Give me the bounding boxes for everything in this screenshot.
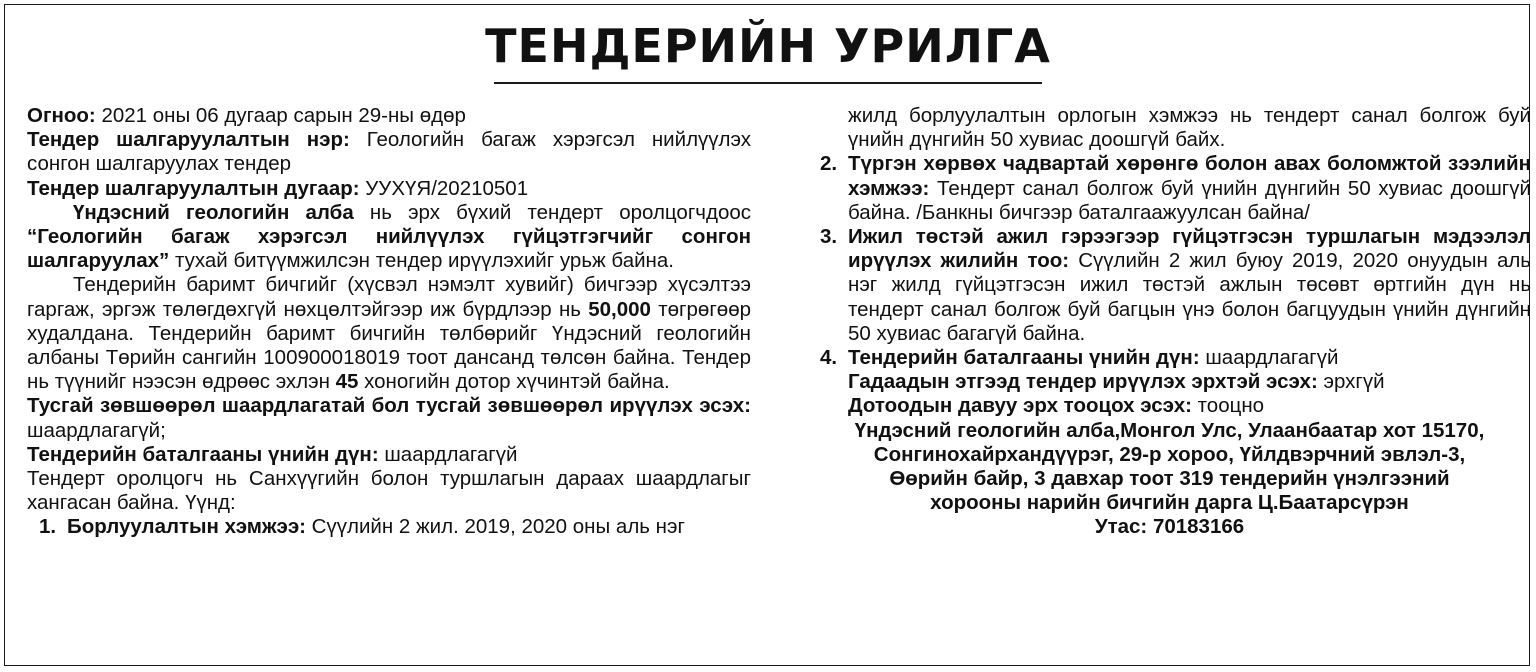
documents-text-1: Тендерийн баримт бичгийг (хүсвэл нэмэлт хувийг) бичгээр хүсэлтээ гаргаж, эргэж төлөгдөхгүй нөхцөлтэйгээр иж бүрдлээр нь [27, 273, 751, 321]
license-line [27, 394, 751, 442]
invitation-paragraph [27, 201, 751, 274]
item-3-value: Сүүлийн 2 жил буюу 2019, 2020 онуудын аль нэг жилд гүйцэтгэсэн ижил төстэй ажлын төсөвт өртгийн дүн нь тендерт санал болгож буй багцын үнэ болон багцуудын үнийн дүнгийн 50 хувиас багагүй байна. [848, 249, 1531, 345]
tender-name-line [27, 128, 751, 176]
item-3-number: 3. [820, 225, 838, 249]
requirement-item-3 [808, 225, 1531, 346]
item-4-value: шаардлагагүй [1199, 346, 1339, 370]
organization-name: Үндэсний геологийн алба [73, 200, 354, 224]
validity-days: 45 [335, 370, 359, 394]
documents-price: 50,000 [588, 297, 651, 321]
invitation-text-1: нь эрх бүхий тендерт оролцогчдоос [353, 200, 752, 224]
requirement-item-4 [808, 346, 1531, 370]
requirements-intro: Тендерт оролцогч нь Санхүүгийн болон туршлагын дараах шаардлагыг хангасан байна. Үүнд: [27, 467, 751, 515]
tender-number-line [27, 177, 751, 201]
tender-name-value: Геологийн багаж хэрэгсэл нийлүүлэх сонгон шалгаруулах тендер [27, 128, 751, 176]
license-label: Тусгай зөвшөөрөл шаардлагатай бол тусгай зөвшөөрөл ирүүлэх эсэх: [27, 394, 751, 418]
date-line [27, 104, 751, 128]
right-column [808, 104, 1531, 540]
item-1-label: Борлуулалтын хэмжээ: [67, 515, 306, 539]
page-title: ТЕНДЕРИЙН УРИЛГА [485, 19, 1051, 73]
documents-text-2: төгрөгөөр худалдана. Тендерийн баримт бичгийн төлбөрийг Үндэсний геологийн албаны Төрийн сангийн 100900018019 тоот дансанд төлсөн байна. Тендер нь түүнийг нээсэн өдрөөс эхлэн [27, 297, 751, 394]
item-1-continuation: жилд борлуулалтын орлогын хэмжээ нь тендерт санал болгож буй үнийн дүнгийн 50 хувиас доошгүй байх. [848, 104, 1531, 152]
item-4-label: Тендерийн баталгааны үнийн дүн: [848, 346, 1200, 370]
title-underline [494, 82, 1042, 84]
item-4-number: 4. [820, 346, 838, 370]
item-1-value: Сүүлийн 2 жил. 2019, 2020 оны аль нэг [305, 515, 685, 539]
item-2-label: Түргэн хөрвөх чадвартай хөрөнгө болон авах боломжтой зээлийн хэмжээ: [848, 152, 1531, 200]
item-1-number: 1. [39, 515, 57, 539]
item-2-value: Тендерт санал болгож буй үнийн дүнгийн 50 хувиас доошгүй байна. /Банкны бичгээр баталгаажуулсан байна/ [848, 176, 1531, 224]
requirement-item-2 [808, 152, 1531, 225]
domestic-preference-label: Дотоодын давуу эрх тооцох эсэх: [848, 394, 1192, 418]
foreign-entity-value: эрхгүй [1317, 370, 1385, 394]
contact-address-line-2: Сонгинохайрхандүүрэг, 29-р хороо, Үйлдвэрчний эвлэл-3, [873, 442, 1466, 466]
tender-number-label: Тендер шалгаруулалтын дугаар: [27, 176, 360, 200]
date-label: Огноо: [27, 104, 96, 127]
contact-address-line-3: Өөрийн байр, 3 давхар тоот 319 тендерийн үнэлгээний [889, 467, 1450, 491]
tender-subject-quote: “Геологийн багаж хэрэгсэл нийлүүлэх гүйцэтгэгчийг сонгон шалгаруулах” [27, 225, 751, 273]
left-column [27, 104, 751, 540]
license-value: шаардлагагүй; [27, 418, 166, 442]
date-value: 2021 оны 06 дугаар сарын 29-ны өдөр [95, 104, 466, 127]
contact-person: хорооны нарийн бичгийн дарга Ц.Баатарсүрэн [930, 491, 1409, 515]
documents-paragraph [27, 273, 751, 394]
domestic-preference-value: тооцно [1191, 394, 1265, 418]
guarantee-label: Тендерийн баталгааны үнийн дүн: [27, 442, 379, 466]
foreign-entity-label: Гадаадын этгээд тендер ирүүлэх эрхтэй эсэх: [848, 370, 1318, 394]
foreign-entity-line [848, 370, 1531, 394]
tender-name-label: Тендер шалгаруулалтын нэр: [27, 128, 350, 152]
contact-phone: Утас: 70183166 [1094, 515, 1245, 539]
tender-number-value: УУХҮЯ/20210501 [359, 176, 529, 200]
item-2-number: 2. [820, 152, 838, 176]
guarantee-value: шаардлагагүй [378, 442, 518, 466]
contact-address-line-1: Үндэсний геологийн алба,Монгол Улс, Улаанбаатар хот 15170, [854, 418, 1485, 442]
documents-text-3: хоногийн дотор хүчинтэй байна. [358, 370, 670, 394]
domestic-preference-line [848, 394, 1531, 418]
item-3-label: Ижил төстэй ажил гэрээгээр гүйцэтгэсэн туршлагын мэдээлэл ирүүлэх жилийн тоо: [848, 225, 1531, 273]
guarantee-line [27, 443, 751, 467]
invitation-text-2: тухай битүүмжилсэн тендер ирүүлэхийг урьж байна. [169, 249, 674, 273]
requirement-item-1 [27, 515, 751, 539]
